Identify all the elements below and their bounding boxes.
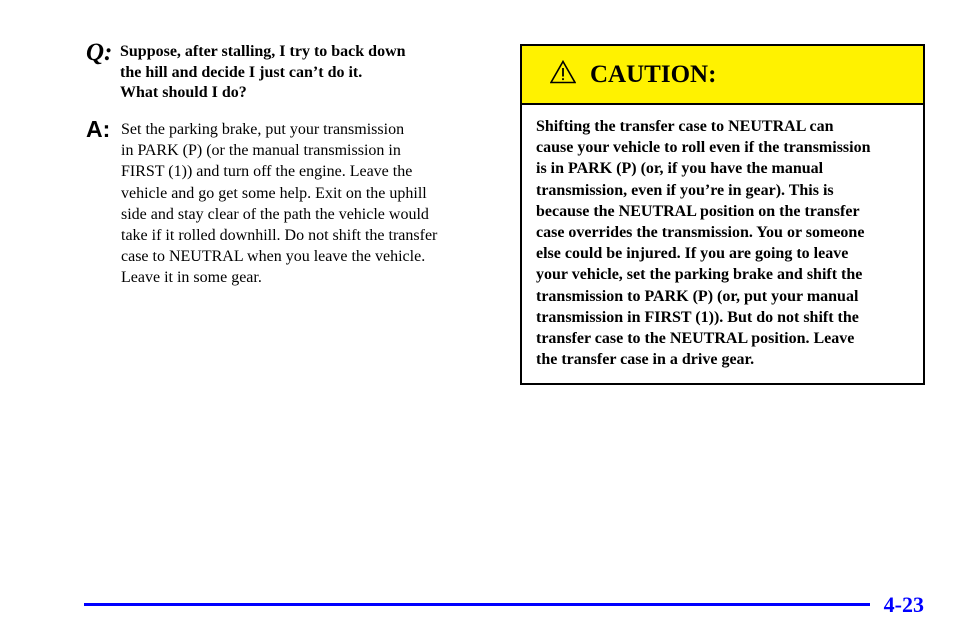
question-block — [86, 40, 506, 104]
question-text: Suppose, after stalling, I try to back down the hill and decide I just can’t do it. What should I do? — [120, 43, 406, 101]
answer-block — [86, 117, 496, 289]
page-number: 4-23 — [883, 592, 924, 617]
warning-triangle-icon — [550, 60, 576, 84]
caution-title: CAUTION: — [590, 60, 717, 88]
caution-header — [522, 46, 923, 105]
question-marker: Q: — [86, 39, 113, 66]
answer-text: Set the parking brake, put your transmission in PARK (P) (or the manual transmission in FIRST (1)) and turn off the engine. Leave the vehicle and go get some help. Exit on the uphill side and stay clear of the path the vehicle would take if it rolled downhill. Do not shift the transfer case to NEUTRAL when you leave the vehicle. Leave it in some gear. — [121, 121, 438, 287]
caution-text: Shifting the transfer case to NEUTRAL can cause your vehicle to roll even if the transmission is in PARK (P) (or, if you have the manual transmission, even if you’re in gear). This is because the NEUTRAL position on the transfer case overrides the transmission. You or someone else could be injured. If you are going to leave your vehicle, set the parking brake and shift the transmission to PARK (P) (or, put your manual transmission in FIRST (1)). But do not shift the transfer case to the NEUTRAL position. Leave the transfer case in a drive gear. — [536, 118, 871, 369]
footer-rule — [84, 603, 870, 606]
answer-marker: A: — [86, 116, 111, 142]
caution-box — [520, 44, 925, 385]
